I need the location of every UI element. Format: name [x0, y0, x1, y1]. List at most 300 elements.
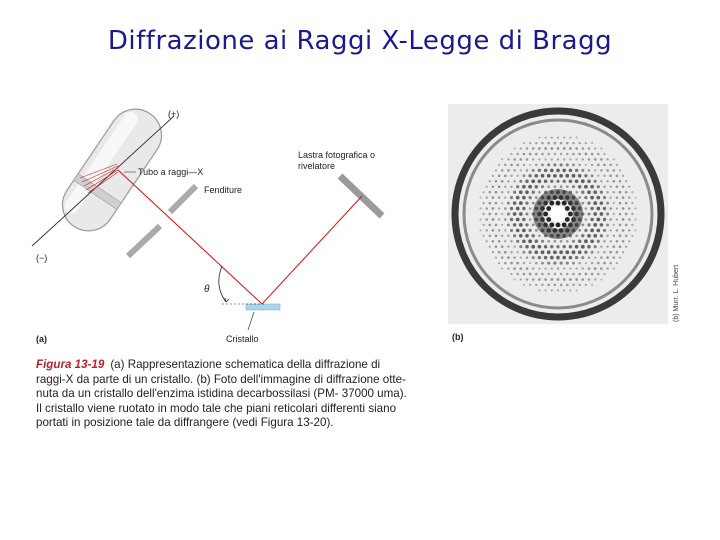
diffraction-spot — [526, 267, 529, 270]
diffraction-spot — [575, 158, 577, 160]
diffraction-spot — [535, 142, 537, 144]
diffraction-spot — [522, 207, 525, 210]
diffraction-spot — [547, 185, 550, 188]
diffraction-spot — [613, 213, 615, 215]
diffraction-spot — [600, 245, 602, 247]
diffraction-spot — [550, 278, 553, 281]
diffraction-spot — [554, 153, 556, 155]
diffraction-spot — [628, 207, 631, 210]
diffraction-spot — [579, 284, 581, 286]
diffraction-spot — [582, 147, 585, 150]
diffraction-spot — [569, 169, 573, 173]
diffraction-spot — [600, 201, 604, 205]
diffraction-spot — [563, 180, 566, 183]
diffraction-spot — [526, 158, 529, 161]
diffraction-spot — [562, 222, 567, 227]
diffraction-spot — [486, 186, 488, 188]
slide-title: Diffrazione ai Raggi X-Legge di Bragg — [107, 26, 613, 56]
diffraction-spot — [575, 147, 578, 150]
diffraction-spot — [528, 185, 532, 189]
diffraction-spot — [610, 229, 612, 231]
diffraction-spot — [504, 262, 507, 265]
diffraction-spot — [545, 137, 547, 139]
diffraction-spot — [498, 175, 501, 178]
diffraction-spot — [538, 169, 541, 172]
diffraction-spot — [541, 240, 544, 243]
diffraction-spot — [513, 212, 517, 216]
diffraction-spot — [597, 153, 600, 156]
diffraction-spot — [613, 235, 615, 237]
diffraction-spot — [520, 169, 522, 171]
diffraction-spot — [519, 201, 523, 205]
diffraction-spot — [613, 256, 616, 259]
diffraction-spot — [634, 218, 636, 220]
diffraction-spot — [556, 245, 559, 248]
diffraction-spot — [529, 164, 531, 166]
diffraction-spot — [628, 218, 631, 221]
diffraction-spot — [597, 273, 600, 276]
diffraction-spot — [495, 234, 498, 237]
diffraction-spot — [563, 147, 566, 150]
diffraction-spot — [606, 246, 608, 248]
diffraction-spot — [619, 224, 622, 227]
diffraction-spot — [501, 158, 503, 160]
diffraction-spot — [593, 234, 597, 238]
diffraction-spot — [584, 251, 587, 254]
diffraction-spot — [566, 273, 568, 275]
diffraction-spot — [560, 240, 563, 243]
diffraction-spot — [610, 186, 612, 188]
diffraction-spot — [613, 224, 615, 226]
diffraction-spot — [538, 147, 541, 150]
diffraction-spot — [590, 185, 594, 189]
diffraction-spot — [585, 284, 587, 286]
diffraction-spot — [519, 267, 522, 270]
diffraction-spot — [495, 256, 497, 258]
diffraction-spot — [535, 153, 538, 156]
theta-arc — [219, 266, 226, 302]
diffraction-spot — [578, 185, 581, 188]
diffraction-spot — [581, 191, 584, 194]
diffraction-spot — [544, 158, 546, 160]
diffraction-spot — [625, 224, 628, 227]
diffraction-spot — [565, 217, 570, 222]
diffraction-spot — [596, 196, 600, 200]
diffraction-spot — [594, 180, 597, 183]
diffraction-spot — [606, 235, 608, 237]
diffraction-spot — [547, 240, 550, 243]
diffraction-spot — [529, 142, 531, 144]
diffraction-spot — [504, 218, 507, 221]
photo-credit: (b) Murr. L. Hubert — [673, 264, 680, 322]
diffraction-spot — [541, 142, 543, 144]
diffraction-spot — [507, 169, 510, 172]
diffraction-spot — [529, 207, 532, 210]
diffraction-spot — [619, 180, 622, 183]
diffraction-spot — [495, 180, 498, 183]
diffraction-spot — [575, 245, 579, 249]
diffraction-spot — [507, 256, 510, 259]
crystal-label: Cristallo — [226, 334, 259, 344]
diffraction-spot — [538, 179, 542, 183]
diffraction-spot — [575, 278, 578, 281]
diffraction-spot — [522, 174, 525, 177]
diffraction-spot — [619, 191, 622, 194]
diffraction-spot — [634, 207, 636, 209]
diffraction-spot — [507, 180, 509, 182]
diffraction-spot — [516, 196, 520, 200]
panel-a-label: (a) — [36, 334, 47, 344]
diffraction-spot — [597, 251, 599, 253]
diffraction-spot — [622, 229, 625, 232]
diffraction-spot — [572, 185, 575, 188]
diffraction-spot — [566, 163, 569, 166]
diffraction-spot — [588, 158, 591, 161]
diffraction-spot — [581, 169, 584, 172]
diffraction-spot — [566, 262, 569, 265]
diffraction-spot — [495, 191, 498, 194]
diffraction-spot — [489, 191, 492, 194]
diffraction-spot — [625, 235, 628, 238]
diffraction-spot — [513, 245, 515, 247]
diffraction-spot — [501, 202, 503, 204]
diffraction-spot — [588, 147, 591, 150]
diffraction-spot — [544, 245, 548, 249]
diffraction-spot — [556, 180, 559, 183]
diffraction-spot — [492, 185, 495, 188]
diffraction-spot — [510, 175, 512, 177]
diffraction-spot — [625, 191, 628, 194]
diffraction-spot — [538, 256, 541, 259]
diffraction-spot — [572, 174, 576, 178]
diffraction-spot — [492, 229, 495, 232]
diffraction-spot — [597, 164, 600, 167]
beam-stop — [550, 206, 566, 222]
diffraction-spot — [482, 213, 484, 215]
caption-line-2: raggi-X da parte di un cristallo. (b) Foto dell'immagine di diffrazione otte- — [36, 372, 406, 386]
diffraction-spot — [578, 164, 581, 167]
diffraction-spot — [525, 223, 528, 226]
diffraction-spot — [510, 218, 513, 221]
diffraction-spot — [575, 256, 578, 259]
diffraction-spot — [507, 212, 510, 215]
diffraction-spot — [634, 197, 636, 199]
diffraction-spot — [563, 289, 565, 291]
diffraction-spot — [551, 158, 553, 160]
diffraction-spot — [498, 240, 501, 243]
diffraction-spot — [495, 169, 497, 171]
diffraction-spot — [563, 245, 566, 248]
diffraction-spot — [547, 262, 550, 265]
diffraction-spot — [596, 207, 600, 211]
diffraction-spot — [510, 164, 513, 167]
diffraction-spot — [603, 185, 605, 187]
diffraction-spot — [565, 174, 569, 178]
diffraction-spot — [479, 229, 481, 231]
diffraction-spot — [572, 273, 575, 276]
diffraction-spot — [594, 278, 596, 280]
diffraction-spot — [609, 251, 612, 254]
diffraction-spot — [550, 245, 553, 248]
diffraction-spot — [504, 174, 507, 177]
diffraction-spot — [572, 163, 575, 166]
diffraction-spot — [550, 147, 553, 150]
diffraction-spot — [594, 158, 597, 161]
diffraction-spot — [585, 262, 587, 264]
diffraction-spot — [482, 224, 484, 226]
diffraction-spot — [504, 240, 506, 242]
diffraction-spot — [544, 147, 547, 150]
diffraction-spot — [578, 229, 581, 232]
diffraction-spot — [569, 245, 573, 249]
diffraction-spot — [585, 142, 587, 144]
caption-line-4: Il cristallo viene ruotato in modo tale che piani reticolari differenti siano — [36, 401, 397, 415]
diffraction-spot — [562, 169, 566, 173]
diffraction-spot — [578, 262, 581, 265]
diffraction-spot — [507, 191, 509, 193]
diffraction-spot — [486, 240, 488, 242]
diffraction-spot — [616, 218, 618, 220]
diffraction-spot — [579, 142, 581, 144]
diffraction-spot — [631, 213, 633, 215]
diffraction-spot — [485, 207, 488, 210]
diffraction-spot — [519, 234, 523, 238]
diffraction-spot — [591, 284, 593, 286]
diffraction-spot — [529, 218, 532, 221]
diffraction-spot — [483, 235, 485, 237]
diffraction-spot — [522, 229, 526, 233]
diffraction-spot — [516, 273, 519, 276]
diffraction-spot — [551, 136, 553, 138]
diffraction-spot — [625, 202, 628, 205]
diffraction-spot — [575, 179, 579, 183]
diffraction-spot — [603, 273, 605, 275]
diffraction-spot — [547, 250, 551, 254]
diffraction-spot — [551, 267, 553, 269]
diffraction-spot — [594, 169, 596, 171]
diffraction-spot — [557, 147, 560, 150]
diffraction-spot — [482, 202, 484, 204]
diffraction-spot — [581, 224, 584, 227]
diffraction-spot — [603, 240, 605, 242]
diffraction-spot — [526, 147, 529, 150]
diffraction-spot — [488, 224, 491, 227]
diffraction-spot — [485, 196, 487, 198]
diffraction-spot — [513, 256, 516, 259]
diffraction-spot — [513, 158, 516, 161]
diffraction-spot — [568, 212, 573, 217]
diffraction-spot — [535, 284, 537, 286]
diffraction-spot — [609, 164, 612, 167]
diffraction-spot — [578, 174, 582, 178]
diffraction-spot — [590, 239, 594, 243]
diffraction-spot — [600, 256, 603, 259]
diffraction-spot — [585, 273, 588, 276]
theta-label: θ — [204, 284, 210, 295]
diffraction-spot — [575, 267, 577, 269]
diffraction-spot — [593, 190, 597, 194]
diffraction-spot — [559, 250, 563, 254]
diffraction-spot — [554, 284, 557, 287]
diffraction-spot — [549, 222, 554, 227]
diffraction-spot — [559, 174, 563, 178]
diffraction-spot — [538, 235, 541, 238]
diffraction-spot — [613, 268, 615, 270]
diffraction-spot — [489, 235, 492, 238]
diffraction-spot — [510, 196, 513, 199]
diffraction-spot — [557, 267, 559, 269]
diffraction-spot — [489, 180, 491, 182]
diffraction-spot — [522, 239, 526, 243]
diffraction-spot — [591, 174, 594, 177]
diffraction-spot — [553, 163, 556, 166]
diffraction-spot — [513, 201, 517, 205]
diffraction-spot — [619, 234, 622, 237]
diffraction-spot — [532, 267, 534, 269]
diffraction-spot — [596, 229, 600, 233]
diffraction-spot — [550, 256, 554, 260]
caption-line-5: portati in posizione tale da diffrangere (vedi Figura 13-20). — [36, 416, 334, 430]
diffraction-spot — [538, 245, 542, 249]
diffraction-spot — [504, 229, 506, 231]
diffraction-spot — [591, 273, 594, 276]
diffraction-spot — [519, 180, 522, 183]
diffraction-spot — [528, 251, 531, 254]
diffraction-spot — [535, 262, 538, 265]
diffraction-spot — [541, 262, 544, 265]
diffraction-spot — [520, 278, 522, 280]
diffraction-spot — [544, 267, 546, 269]
diffraction-spot — [606, 267, 608, 269]
diffraction-spot — [597, 240, 600, 243]
diffraction-spot — [519, 245, 522, 248]
diffraction-spot — [603, 153, 605, 155]
diffraction-spot — [569, 267, 571, 269]
diffraction-spot — [591, 142, 593, 144]
diffraction-spot — [553, 174, 557, 178]
diffraction-spot — [513, 180, 515, 182]
diffraction-spot — [584, 229, 587, 232]
diffraction-spot — [525, 234, 529, 238]
diffraction-spot — [581, 179, 585, 183]
diffraction-spot — [578, 240, 581, 243]
diffraction-spot — [513, 169, 516, 172]
diffraction-spot — [550, 180, 553, 183]
diffraction-spot — [513, 234, 516, 237]
diffraction-spot — [563, 136, 565, 138]
diffraction-spot — [510, 185, 512, 187]
diffraction-spot — [525, 180, 529, 184]
diffraction-spot — [531, 245, 535, 249]
diffraction-spot — [554, 142, 557, 145]
diffraction-spot — [593, 212, 597, 216]
diffraction-spot — [523, 142, 525, 144]
diffraction-spot — [576, 137, 578, 139]
diffraction-spot — [510, 153, 512, 155]
diffraction-spot — [613, 169, 616, 172]
diffraction-spot — [522, 251, 525, 254]
caption-line-3: nuta da un cristallo dell'enzima istidina decarbossilasi (PM- 37000 uma). — [36, 387, 407, 401]
diffraction-spot — [610, 196, 612, 198]
diffraction-spot — [581, 245, 585, 249]
diffraction-spot — [538, 137, 540, 139]
diffraction-spot — [572, 240, 575, 243]
diffraction-spot — [619, 213, 622, 216]
diffraction-spot — [519, 212, 523, 216]
diffraction-spot — [585, 207, 588, 210]
diffraction-spot — [541, 284, 543, 286]
diffraction-spot — [588, 169, 591, 172]
diffraction-spot — [538, 158, 540, 160]
diffraction-spot — [535, 196, 538, 199]
diffraction-spot — [587, 223, 590, 226]
diffraction-spot — [498, 196, 501, 199]
diffraction-spot — [634, 229, 636, 231]
diffraction-spot — [510, 229, 513, 232]
diffraction-spot — [498, 185, 501, 188]
diffraction-spot — [544, 256, 548, 260]
diffraction-spot — [569, 289, 571, 291]
diffraction-spot — [483, 191, 485, 193]
diffraction-spot — [523, 164, 525, 166]
diffraction-spot — [591, 262, 593, 264]
diffraction-spot — [631, 235, 633, 237]
diffraction-spot — [628, 196, 630, 198]
diffraction-spot — [562, 256, 566, 260]
diffraction-spot — [485, 229, 487, 231]
diffraction-spot — [551, 289, 553, 291]
diffraction-spot — [560, 273, 562, 275]
diffraction-spot — [590, 207, 593, 210]
diffraction-spot — [498, 207, 500, 209]
diffraction-spot — [594, 245, 597, 248]
diffraction-spot — [546, 217, 551, 222]
diffraction-spot — [616, 164, 618, 166]
diffraction-spot — [553, 262, 556, 265]
diffraction-spot — [550, 169, 554, 173]
diffraction-spot — [525, 201, 528, 204]
diffraction-spot — [590, 218, 593, 221]
diffraction-spot — [563, 278, 566, 281]
diffraction-spot — [556, 169, 560, 173]
crystal — [246, 304, 280, 310]
diffraction-spot — [522, 196, 526, 200]
diffraction-spot — [596, 218, 600, 222]
diffraction-spot — [501, 213, 503, 215]
diffraction-spot — [514, 147, 516, 149]
diffraction-spot — [588, 267, 591, 270]
diffraction-spot — [593, 201, 597, 205]
diffraction-spot — [516, 153, 519, 156]
diffraction-spot — [610, 240, 612, 242]
diffraction-spot — [523, 284, 525, 286]
diffraction-spot — [603, 196, 606, 199]
diffraction-spot — [619, 169, 621, 171]
panel-b-label: (b) — [452, 332, 464, 342]
diffraction-spot — [501, 180, 504, 183]
diffraction-spot — [616, 207, 618, 209]
diffraction-spot — [587, 245, 591, 249]
diffraction-spot — [541, 250, 545, 254]
diffraction-spot — [513, 267, 516, 270]
diffraction-spot — [557, 136, 559, 138]
diffraction-spot — [590, 196, 594, 200]
diffraction-spot — [547, 153, 549, 155]
diffraction-spot — [616, 229, 619, 232]
diffraction-spot — [606, 256, 609, 259]
plate-label-2: rivelatore — [298, 161, 336, 171]
diffraction-spot — [600, 278, 602, 280]
